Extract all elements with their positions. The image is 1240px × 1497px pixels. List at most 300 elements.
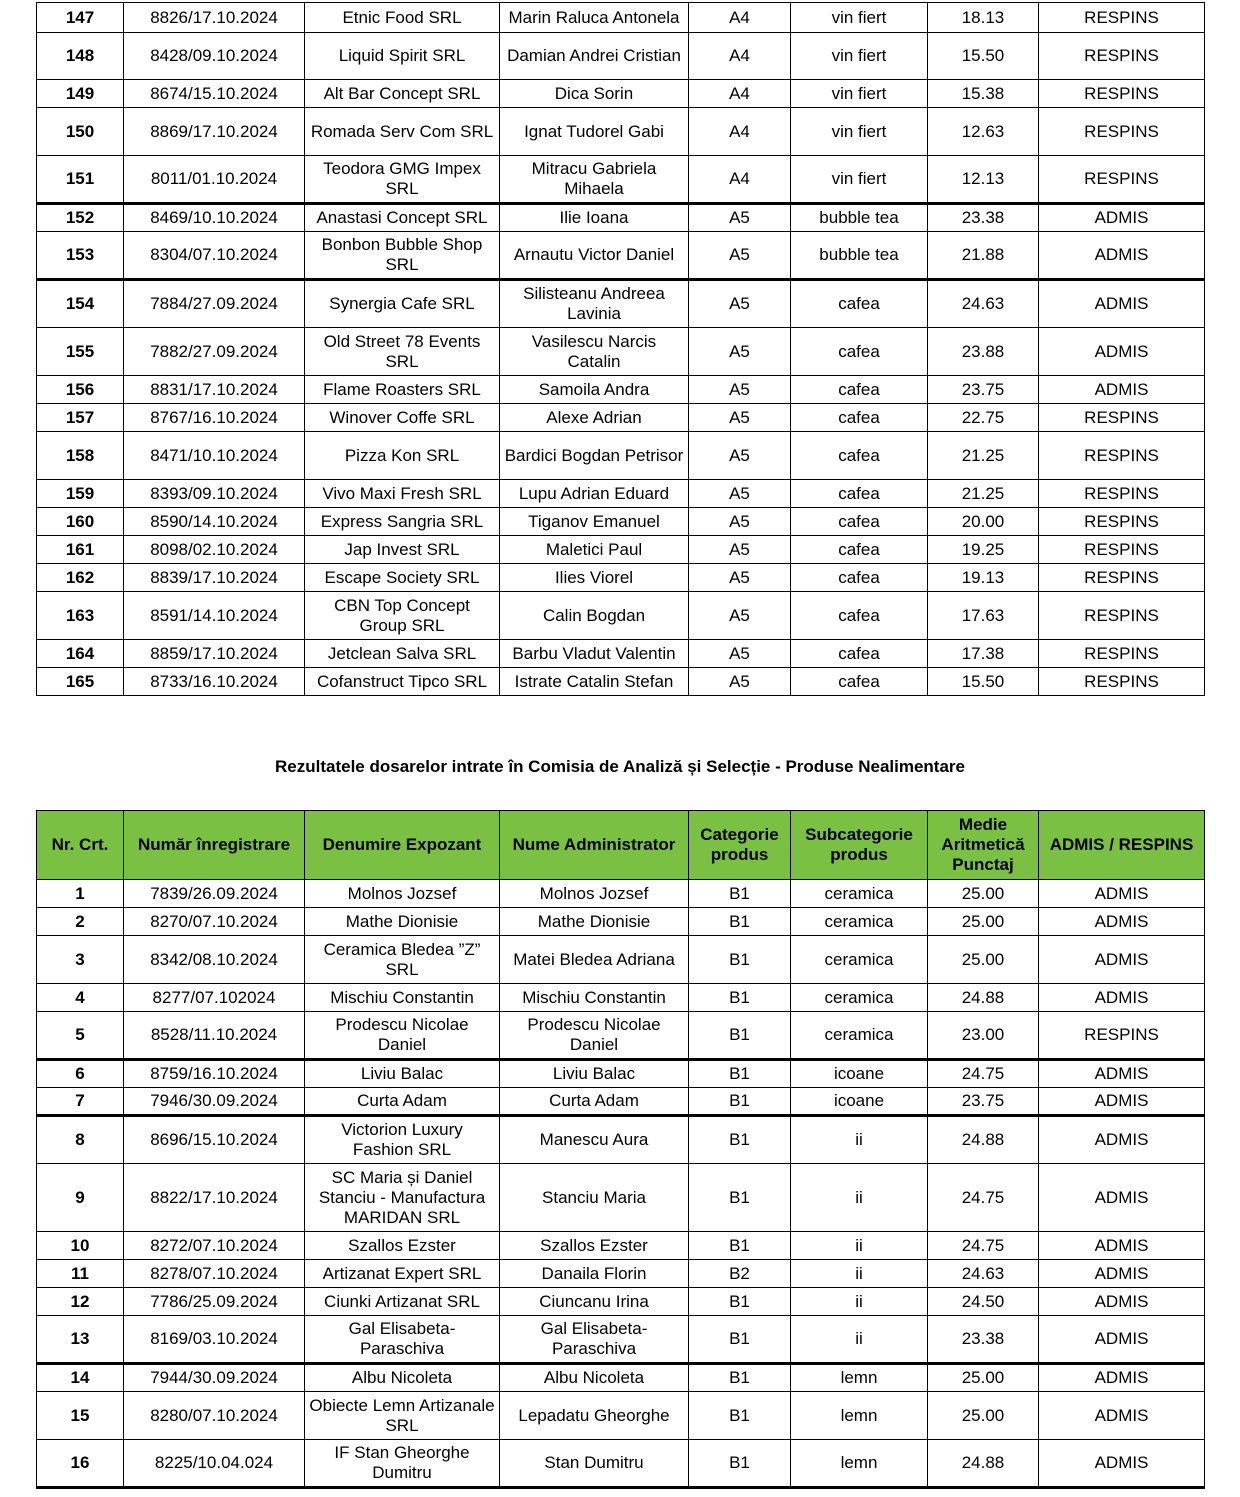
- table-row: [37, 432, 1205, 480]
- average-score-cell: 21.88: [928, 232, 1039, 280]
- product-category-cell: A5: [689, 668, 791, 696]
- status-cell: RESPINS: [1039, 564, 1205, 592]
- average-score-cell: 18.13: [928, 3, 1039, 33]
- registration-number-cell: 8270/07.10.2024: [124, 908, 305, 936]
- status-cell: RESPINS: [1039, 108, 1205, 156]
- registration-number-cell: 8272/07.10.2024: [124, 1232, 305, 1260]
- exhibitor-name-cell: Cofanstruct Tipco SRL: [305, 668, 500, 696]
- administrator-name-cell: Arnautu Victor Daniel: [500, 232, 689, 280]
- administrator-name-cell: Bardici Bogdan Petrisor: [500, 432, 689, 480]
- registration-number-cell: 8169/03.10.2024: [124, 1316, 305, 1364]
- table-row: [37, 1392, 1205, 1440]
- product-category-cell: B1: [689, 1232, 791, 1260]
- registration-number-cell: 8011/01.10.2024: [124, 156, 305, 204]
- administrator-name-cell: Silisteanu Andreea Lavinia: [500, 280, 689, 328]
- administrator-name-cell: Liviu Balac: [500, 1060, 689, 1088]
- product-category-cell: B1: [689, 1012, 791, 1060]
- product-category-cell: A4: [689, 108, 791, 156]
- exhibitor-name-cell: IF Stan Gheorghe Dumitru: [305, 1440, 500, 1488]
- exhibitor-name-cell: Liviu Balac: [305, 1060, 500, 1088]
- exhibitor-name-cell: Etnic Food SRL: [305, 3, 500, 33]
- average-score-cell: 25.00: [928, 908, 1039, 936]
- registration-number-cell: 8393/09.10.2024: [124, 480, 305, 508]
- exhibitor-name-cell: Curta Adam: [305, 1088, 500, 1116]
- table-row: [37, 404, 1205, 432]
- product-category-cell: A5: [689, 204, 791, 232]
- average-score-cell: 25.00: [928, 1392, 1039, 1440]
- status-cell: ADMIS: [1039, 1060, 1205, 1088]
- results-table-food: [36, 2, 1205, 696]
- header-exhibitor: Denumire Expozant: [305, 811, 500, 880]
- product-subcategory-cell: ceramica: [791, 908, 928, 936]
- average-score-cell: 17.63: [928, 592, 1039, 640]
- product-subcategory-cell: lemn: [791, 1440, 928, 1488]
- registration-number-cell: 8304/07.10.2024: [124, 232, 305, 280]
- average-score-cell: 17.38: [928, 640, 1039, 668]
- administrator-name-cell: Albu Nicoleta: [500, 1364, 689, 1392]
- exhibitor-name-cell: Anastasi Concept SRL: [305, 204, 500, 232]
- exhibitor-name-cell: Liquid Spirit SRL: [305, 33, 500, 80]
- row-number-cell: 9: [37, 1164, 124, 1232]
- status-cell: RESPINS: [1039, 592, 1205, 640]
- exhibitor-name-cell: Victorion Luxury Fashion SRL: [305, 1116, 500, 1164]
- average-score-cell: 21.25: [928, 432, 1039, 480]
- product-category-cell: A5: [689, 376, 791, 404]
- administrator-name-cell: Dica Sorin: [500, 80, 689, 108]
- average-score-cell: 23.00: [928, 1012, 1039, 1060]
- status-cell: RESPINS: [1039, 3, 1205, 33]
- exhibitor-name-cell: Alt Bar Concept SRL: [305, 80, 500, 108]
- administrator-name-cell: Maletici Paul: [500, 536, 689, 564]
- average-score-cell: 23.75: [928, 1088, 1039, 1116]
- row-number-cell: 151: [37, 156, 124, 204]
- product-category-cell: A5: [689, 280, 791, 328]
- registration-number-cell: 8839/17.10.2024: [124, 564, 305, 592]
- registration-number-cell: 7884/27.09.2024: [124, 280, 305, 328]
- product-category-cell: B1: [689, 1088, 791, 1116]
- product-subcategory-cell: ii: [791, 1164, 928, 1232]
- administrator-name-cell: Matei Bledea Adriana: [500, 936, 689, 984]
- registration-number-cell: 8278/07.10.2024: [124, 1260, 305, 1288]
- header-average-score: Medie Aritmetică Punctaj: [928, 811, 1039, 880]
- product-category-cell: B1: [689, 1316, 791, 1364]
- status-cell: ADMIS: [1039, 1260, 1205, 1288]
- product-subcategory-cell: ii: [791, 1316, 928, 1364]
- status-cell: ADMIS: [1039, 1392, 1205, 1440]
- registration-number-cell: 8767/16.10.2024: [124, 404, 305, 432]
- results-table-food-body: [37, 3, 1205, 696]
- average-score-cell: 24.75: [928, 1060, 1039, 1088]
- row-number-cell: 4: [37, 984, 124, 1012]
- exhibitor-name-cell: Ceramica Bledea ”Z” SRL: [305, 936, 500, 984]
- product-subcategory-cell: ii: [791, 1260, 928, 1288]
- product-subcategory-cell: lemn: [791, 1392, 928, 1440]
- status-cell: RESPINS: [1039, 480, 1205, 508]
- status-cell: ADMIS: [1039, 1088, 1205, 1116]
- status-cell: RESPINS: [1039, 640, 1205, 668]
- table-row: [37, 156, 1205, 204]
- product-subcategory-cell: icoane: [791, 1088, 928, 1116]
- product-category-cell: A5: [689, 508, 791, 536]
- product-category-cell: A4: [689, 156, 791, 204]
- product-category-cell: B2: [689, 1260, 791, 1288]
- administrator-name-cell: Manescu Aura: [500, 1116, 689, 1164]
- results-table-nonfood-body: [37, 880, 1205, 1488]
- product-subcategory-cell: cafea: [791, 592, 928, 640]
- product-category-cell: B1: [689, 1116, 791, 1164]
- table-row: [37, 1364, 1205, 1392]
- exhibitor-name-cell: Winover Coffe SRL: [305, 404, 500, 432]
- row-number-cell: 11: [37, 1260, 124, 1288]
- table-header-row: [37, 811, 1205, 880]
- product-subcategory-cell: vin fiert: [791, 108, 928, 156]
- status-cell: ADMIS: [1039, 1164, 1205, 1232]
- average-score-cell: 19.13: [928, 564, 1039, 592]
- registration-number-cell: 8471/10.10.2024: [124, 432, 305, 480]
- administrator-name-cell: Stanciu Maria: [500, 1164, 689, 1232]
- product-category-cell: B1: [689, 1288, 791, 1316]
- row-number-cell: 163: [37, 592, 124, 640]
- administrator-name-cell: Gal Elisabeta-Paraschiva: [500, 1316, 689, 1364]
- average-score-cell: 22.75: [928, 404, 1039, 432]
- administrator-name-cell: Alexe Adrian: [500, 404, 689, 432]
- product-category-cell: A5: [689, 592, 791, 640]
- row-number-cell: 16: [37, 1440, 124, 1488]
- average-score-cell: 25.00: [928, 880, 1039, 908]
- status-cell: ADMIS: [1039, 936, 1205, 984]
- row-number-cell: 154: [37, 280, 124, 328]
- row-number-cell: 6: [37, 1060, 124, 1088]
- exhibitor-name-cell: Jap Invest SRL: [305, 536, 500, 564]
- exhibitor-name-cell: Romada Serv Com SRL: [305, 108, 500, 156]
- product-category-cell: A4: [689, 3, 791, 33]
- product-category-cell: B1: [689, 1364, 791, 1392]
- product-category-cell: B1: [689, 1164, 791, 1232]
- registration-number-cell: 8225/10.04.024: [124, 1440, 305, 1488]
- average-score-cell: 20.00: [928, 508, 1039, 536]
- average-score-cell: 24.63: [928, 1260, 1039, 1288]
- header-subcategory: Subcategorie produs: [791, 811, 928, 880]
- product-category-cell: A5: [689, 640, 791, 668]
- exhibitor-name-cell: Jetclean Salva SRL: [305, 640, 500, 668]
- status-cell: ADMIS: [1039, 880, 1205, 908]
- administrator-name-cell: Ignat Tudorel Gabi: [500, 108, 689, 156]
- product-subcategory-cell: ii: [791, 1116, 928, 1164]
- status-cell: ADMIS: [1039, 1364, 1205, 1392]
- administrator-name-cell: Mitracu Gabriela Mihaela: [500, 156, 689, 204]
- product-category-cell: A5: [689, 404, 791, 432]
- row-number-cell: 13: [37, 1316, 124, 1364]
- registration-number-cell: 7944/30.09.2024: [124, 1364, 305, 1392]
- exhibitor-name-cell: Bonbon Bubble Shop SRL: [305, 232, 500, 280]
- status-cell: ADMIS: [1039, 908, 1205, 936]
- table-row: [37, 376, 1205, 404]
- table-row: [37, 880, 1205, 908]
- average-score-cell: 23.38: [928, 1316, 1039, 1364]
- row-number-cell: 10: [37, 1232, 124, 1260]
- product-subcategory-cell: cafea: [791, 640, 928, 668]
- table-row: [37, 536, 1205, 564]
- row-number-cell: 147: [37, 3, 124, 33]
- average-score-cell: 24.88: [928, 984, 1039, 1012]
- average-score-cell: 25.00: [928, 936, 1039, 984]
- product-subcategory-cell: ii: [791, 1288, 928, 1316]
- table-row: [37, 1164, 1205, 1232]
- exhibitor-name-cell: Teodora GMG Impex SRL: [305, 156, 500, 204]
- average-score-cell: 24.63: [928, 280, 1039, 328]
- exhibitor-name-cell: Mathe Dionisie: [305, 908, 500, 936]
- product-category-cell: A4: [689, 33, 791, 80]
- product-subcategory-cell: cafea: [791, 508, 928, 536]
- exhibitor-name-cell: Artizanat Expert SRL: [305, 1260, 500, 1288]
- administrator-name-cell: Danaila Florin: [500, 1260, 689, 1288]
- administrator-name-cell: Stan Dumitru: [500, 1440, 689, 1488]
- administrator-name-cell: Mathe Dionisie: [500, 908, 689, 936]
- table-row: [37, 1088, 1205, 1116]
- registration-number-cell: 8280/07.10.2024: [124, 1392, 305, 1440]
- administrator-name-cell: Prodescu Nicolae Daniel: [500, 1012, 689, 1060]
- table-row: [37, 564, 1205, 592]
- row-number-cell: 12: [37, 1288, 124, 1316]
- section-title: Rezultatele dosarelor intrate în Comisia de Analiză și Selecție - Produse Nealimentare: [275, 757, 965, 776]
- registration-number-cell: 8469/10.10.2024: [124, 204, 305, 232]
- average-score-cell: 24.75: [928, 1164, 1039, 1232]
- exhibitor-name-cell: Pizza Kon SRL: [305, 432, 500, 480]
- table-row: [37, 908, 1205, 936]
- product-subcategory-cell: cafea: [791, 404, 928, 432]
- status-cell: RESPINS: [1039, 432, 1205, 480]
- average-score-cell: 23.38: [928, 204, 1039, 232]
- row-number-cell: 156: [37, 376, 124, 404]
- product-subcategory-cell: bubble tea: [791, 232, 928, 280]
- product-subcategory-cell: cafea: [791, 480, 928, 508]
- product-subcategory-cell: cafea: [791, 280, 928, 328]
- administrator-name-cell: Molnos Jozsef: [500, 880, 689, 908]
- row-number-cell: 162: [37, 564, 124, 592]
- product-subcategory-cell: cafea: [791, 328, 928, 376]
- registration-number-cell: 7786/25.09.2024: [124, 1288, 305, 1316]
- average-score-cell: 23.75: [928, 376, 1039, 404]
- table-row: [37, 508, 1205, 536]
- header-category: Categorie produs: [689, 811, 791, 880]
- status-cell: RESPINS: [1039, 404, 1205, 432]
- registration-number-cell: 8342/08.10.2024: [124, 936, 305, 984]
- table-row: [37, 280, 1205, 328]
- administrator-name-cell: Samoila Andra: [500, 376, 689, 404]
- status-cell: ADMIS: [1039, 280, 1205, 328]
- row-number-cell: 152: [37, 204, 124, 232]
- table-row: [37, 984, 1205, 1012]
- administrator-name-cell: Ciuncanu Irina: [500, 1288, 689, 1316]
- administrator-name-cell: Marin Raluca Antonela: [500, 3, 689, 33]
- row-number-cell: 3: [37, 936, 124, 984]
- exhibitor-name-cell: Albu Nicoleta: [305, 1364, 500, 1392]
- status-cell: RESPINS: [1039, 536, 1205, 564]
- table-row: [37, 640, 1205, 668]
- average-score-cell: 19.25: [928, 536, 1039, 564]
- status-cell: RESPINS: [1039, 33, 1205, 80]
- average-score-cell: 15.50: [928, 668, 1039, 696]
- row-number-cell: 8: [37, 1116, 124, 1164]
- registration-number-cell: 8591/14.10.2024: [124, 592, 305, 640]
- status-cell: ADMIS: [1039, 984, 1205, 1012]
- administrator-name-cell: Istrate Catalin Stefan: [500, 668, 689, 696]
- exhibitor-name-cell: Old Street 78 Events SRL: [305, 328, 500, 376]
- product-subcategory-cell: ceramica: [791, 936, 928, 984]
- table-row: [37, 328, 1205, 376]
- table-row: [37, 592, 1205, 640]
- average-score-cell: 23.88: [928, 328, 1039, 376]
- registration-number-cell: 8590/14.10.2024: [124, 508, 305, 536]
- table-row: [37, 1288, 1205, 1316]
- table-row: [37, 3, 1205, 33]
- exhibitor-name-cell: Gal Elisabeta-Paraschiva: [305, 1316, 500, 1364]
- status-cell: RESPINS: [1039, 668, 1205, 696]
- row-number-cell: 5: [37, 1012, 124, 1060]
- table-row: [37, 480, 1205, 508]
- exhibitor-name-cell: Prodescu Nicolae Daniel: [305, 1012, 500, 1060]
- registration-number-cell: 8098/02.10.2024: [124, 536, 305, 564]
- header-administrator: Nume Administrator: [500, 811, 689, 880]
- product-subcategory-cell: lemn: [791, 1364, 928, 1392]
- registration-number-cell: 8759/16.10.2024: [124, 1060, 305, 1088]
- header-status: ADMIS / RESPINS: [1039, 811, 1205, 880]
- product-category-cell: B1: [689, 1060, 791, 1088]
- row-number-cell: 159: [37, 480, 124, 508]
- product-category-cell: B1: [689, 880, 791, 908]
- registration-number-cell: 8822/17.10.2024: [124, 1164, 305, 1232]
- exhibitor-name-cell: Flame Roasters SRL: [305, 376, 500, 404]
- status-cell: ADMIS: [1039, 232, 1205, 280]
- status-cell: RESPINS: [1039, 156, 1205, 204]
- registration-number-cell: 8277/07.102024: [124, 984, 305, 1012]
- table-row: [37, 936, 1205, 984]
- status-cell: ADMIS: [1039, 1316, 1205, 1364]
- exhibitor-name-cell: Vivo Maxi Fresh SRL: [305, 480, 500, 508]
- product-category-cell: A5: [689, 480, 791, 508]
- table-row: [37, 1012, 1205, 1060]
- status-cell: ADMIS: [1039, 328, 1205, 376]
- average-score-cell: 12.13: [928, 156, 1039, 204]
- row-number-cell: 7: [37, 1088, 124, 1116]
- administrator-name-cell: Mischiu Constantin: [500, 984, 689, 1012]
- status-cell: ADMIS: [1039, 204, 1205, 232]
- registration-number-cell: 8733/16.10.2024: [124, 668, 305, 696]
- product-subcategory-cell: ceramica: [791, 880, 928, 908]
- product-subcategory-cell: icoane: [791, 1060, 928, 1088]
- average-score-cell: 24.88: [928, 1440, 1039, 1488]
- results-table-nonfood: [36, 810, 1205, 1489]
- row-number-cell: 2: [37, 908, 124, 936]
- exhibitor-name-cell: CBN Top Concept Group SRL: [305, 592, 500, 640]
- administrator-name-cell: Lupu Adrian Eduard: [500, 480, 689, 508]
- average-score-cell: 24.88: [928, 1116, 1039, 1164]
- registration-number-cell: 8696/15.10.2024: [124, 1116, 305, 1164]
- table-row: [37, 1232, 1205, 1260]
- row-number-cell: 15: [37, 1392, 124, 1440]
- administrator-name-cell: Barbu Vladut Valentin: [500, 640, 689, 668]
- average-score-cell: 12.63: [928, 108, 1039, 156]
- product-category-cell: A5: [689, 232, 791, 280]
- product-subcategory-cell: vin fiert: [791, 156, 928, 204]
- table-row: [37, 80, 1205, 108]
- row-number-cell: 161: [37, 536, 124, 564]
- average-score-cell: 15.50: [928, 33, 1039, 80]
- status-cell: RESPINS: [1039, 508, 1205, 536]
- registration-number-cell: 8831/17.10.2024: [124, 376, 305, 404]
- product-subcategory-cell: ii: [791, 1232, 928, 1260]
- average-score-cell: 15.38: [928, 80, 1039, 108]
- registration-number-cell: 7839/26.09.2024: [124, 880, 305, 908]
- average-score-cell: 24.75: [928, 1232, 1039, 1260]
- exhibitor-name-cell: Ciunki Artizanat SRL: [305, 1288, 500, 1316]
- table-row: [37, 232, 1205, 280]
- status-cell: ADMIS: [1039, 1232, 1205, 1260]
- exhibitor-name-cell: Obiecte Lemn Artizanale SRL: [305, 1392, 500, 1440]
- product-subcategory-cell: ceramica: [791, 984, 928, 1012]
- average-score-cell: 21.25: [928, 480, 1039, 508]
- registration-number-cell: 8859/17.10.2024: [124, 640, 305, 668]
- status-cell: ADMIS: [1039, 1116, 1205, 1164]
- row-number-cell: 153: [37, 232, 124, 280]
- row-number-cell: 1: [37, 880, 124, 908]
- product-category-cell: A4: [689, 80, 791, 108]
- row-number-cell: 150: [37, 108, 124, 156]
- product-subcategory-cell: vin fiert: [791, 33, 928, 80]
- administrator-name-cell: Calin Bogdan: [500, 592, 689, 640]
- row-number-cell: 158: [37, 432, 124, 480]
- registration-number-cell: 8674/15.10.2024: [124, 80, 305, 108]
- row-number-cell: 164: [37, 640, 124, 668]
- table-row: [37, 1260, 1205, 1288]
- registration-number-cell: 7882/27.09.2024: [124, 328, 305, 376]
- header-nr: Nr. Crt.: [37, 811, 124, 880]
- product-category-cell: B1: [689, 1440, 791, 1488]
- product-subcategory-cell: cafea: [791, 376, 928, 404]
- exhibitor-name-cell: Szallos Ezster: [305, 1232, 500, 1260]
- exhibitor-name-cell: Escape Society SRL: [305, 564, 500, 592]
- administrator-name-cell: Szallos Ezster: [500, 1232, 689, 1260]
- exhibitor-name-cell: Synergia Cafe SRL: [305, 280, 500, 328]
- product-subcategory-cell: bubble tea: [791, 204, 928, 232]
- exhibitor-name-cell: Express Sangria SRL: [305, 508, 500, 536]
- registration-number-cell: 8528/11.10.2024: [124, 1012, 305, 1060]
- table-row: [37, 204, 1205, 232]
- product-category-cell: B1: [689, 984, 791, 1012]
- header-registration: Număr înregistrare: [124, 811, 305, 880]
- product-subcategory-cell: cafea: [791, 536, 928, 564]
- registration-number-cell: 7946/30.09.2024: [124, 1088, 305, 1116]
- table-row: [37, 108, 1205, 156]
- product-category-cell: A5: [689, 432, 791, 480]
- exhibitor-name-cell: Molnos Jozsef: [305, 880, 500, 908]
- status-cell: ADMIS: [1039, 376, 1205, 404]
- product-category-cell: A5: [689, 564, 791, 592]
- row-number-cell: 148: [37, 33, 124, 80]
- row-number-cell: 14: [37, 1364, 124, 1392]
- administrator-name-cell: Ilie Ioana: [500, 204, 689, 232]
- status-cell: ADMIS: [1039, 1440, 1205, 1488]
- administrator-name-cell: Lepadatu Gheorghe: [500, 1392, 689, 1440]
- product-subcategory-cell: cafea: [791, 432, 928, 480]
- table-row: [37, 33, 1205, 80]
- administrator-name-cell: Ilies Viorel: [500, 564, 689, 592]
- table-row: [37, 1116, 1205, 1164]
- status-cell: ADMIS: [1039, 1288, 1205, 1316]
- table-row: [37, 1316, 1205, 1364]
- exhibitor-name-cell: SC Maria și Daniel Stanciu - Manufactura MARIDAN SRL: [305, 1164, 500, 1232]
- product-subcategory-cell: vin fiert: [791, 80, 928, 108]
